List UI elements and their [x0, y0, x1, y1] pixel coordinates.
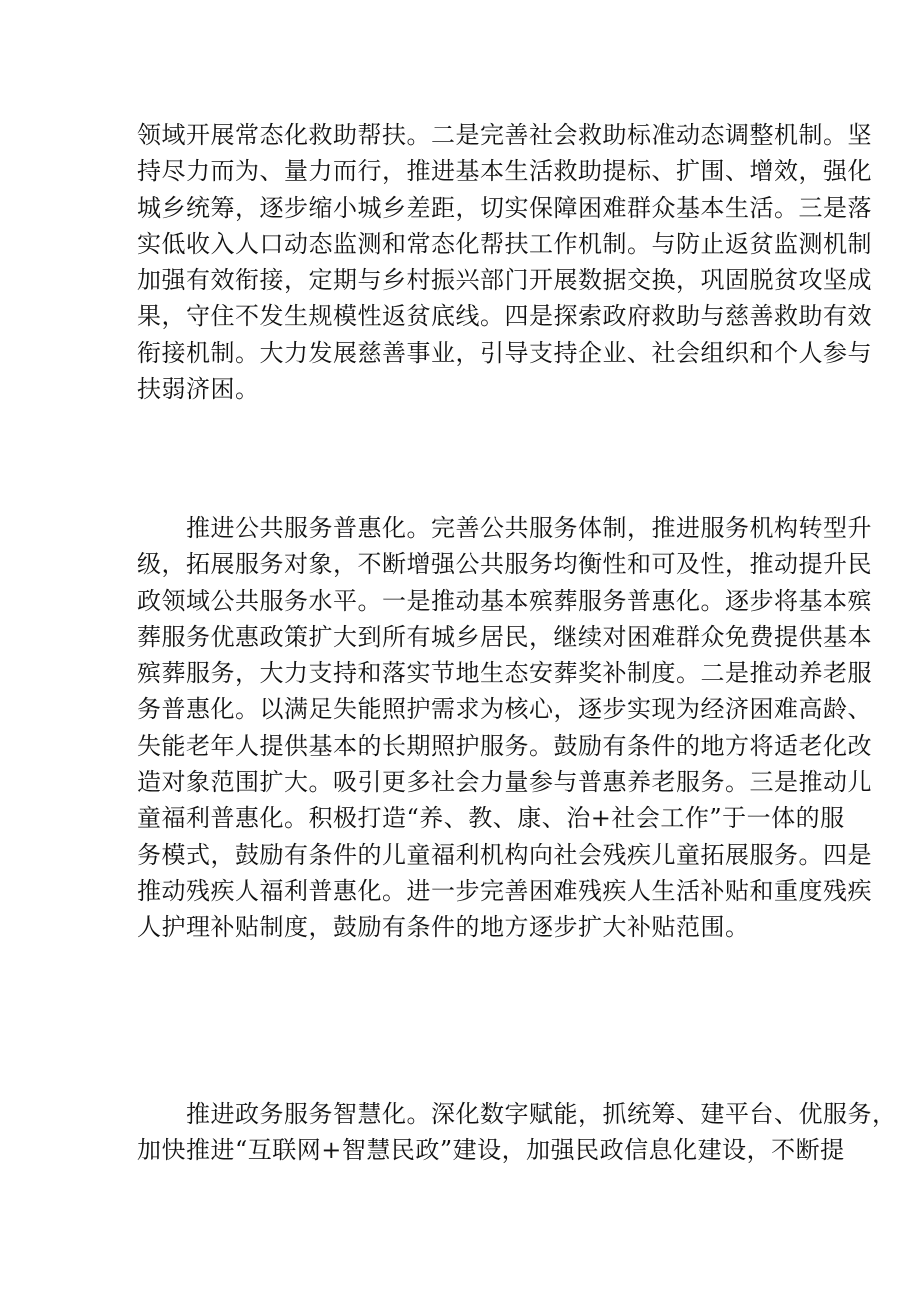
text-line: 造对象范围扩大。吸引更多社会力量参与普惠养老服务。三是推动儿 [137, 768, 872, 797]
paragraph-public-services [137, 510, 872, 946]
text-line: 领域开展常态化救助帮扶。二是完善社会救助标准动态调整机制。坚 [137, 121, 872, 149]
text-line: 葬服务优惠政策扩大到所有城乡居民，继续对困难群众免费提供基本 [137, 622, 872, 651]
text-line: 级，拓展服务对象，不断增强公共服务均衡性和可及性，推动提升民 [137, 550, 872, 579]
text-line: 失能老年人提供基本的长期照护服务。鼓励有条件的地方将适老化改 [137, 731, 872, 760]
text-line: 加快推进“互联网+智慧民政”建设，加强民政信息化建设，不断提 [137, 1136, 845, 1165]
text-line: 衔接机制。大力发展慈善事业，引导支持企业、社会组织和个人参与 [137, 338, 872, 367]
text-line: 推动残疾人福利普惠化。进一步完善困难残疾人生活补贴和重度残疾 [137, 876, 872, 905]
text-line: 童福利普惠化。积极打造“养、教、康、治+社会工作”于一体的服 [137, 804, 845, 833]
text-line: 务普惠化。以满足失能照护需求为核心，逐步实现为经济困难高龄、 [137, 695, 872, 724]
text-line: 扶弱济困。 [137, 375, 260, 404]
text-line: 城乡统筹，逐步缩小城乡差距，切实保障困难群众基本生活。三是落 [137, 193, 872, 222]
text-line: 果，守住不发生规模性返贫底线。四是探索政府救助与慈善救助有效 [137, 302, 872, 331]
text-line: 实低收入人口动态监测和常态化帮扶工作机制。与防止返贫监测机制 [137, 229, 872, 258]
text-line: 持尽力而为、量力而行，推进基本生活救助提标、扩围、增效，强化 [137, 157, 872, 186]
paragraph-government-services [137, 1096, 897, 1169]
text-line: 推进政务服务智慧化。深化数字赋能，抓统筹、建平台、优服务， [137, 1100, 897, 1128]
text-line: 人护理补贴制度，鼓励有条件的地方逐步扩大补贴范围。 [137, 913, 750, 942]
paragraph-social-assistance [137, 117, 872, 407]
text-line: 政领域公共服务水平。一是推动基本殡葬服务普惠化。逐步将基本殡 [137, 586, 872, 615]
text-line: 加强有效衔接，定期与乡村振兴部门开展数据交换，巩固脱贫攻坚成 [137, 266, 872, 295]
text-line: 推进公共服务普惠化。完善公共服务体制，推进服务机构转型升 [137, 514, 872, 542]
text-line: 殡葬服务，大力支持和落实节地生态安葬奖补制度。二是推动养老服 [137, 659, 872, 688]
text-line: 务模式，鼓励有条件的儿童福利机构向社会残疾儿童拓展服务。四是 [137, 840, 872, 869]
